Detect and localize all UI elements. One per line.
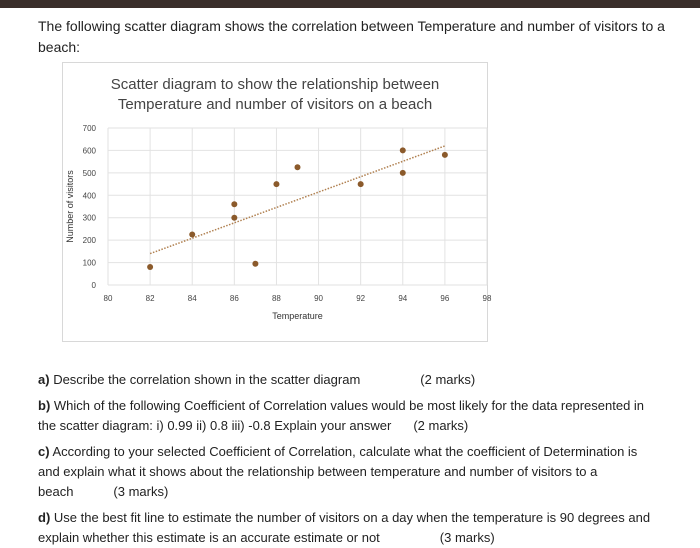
data-point [147, 264, 153, 270]
data-point [252, 261, 258, 267]
chart-svg [63, 63, 492, 341]
question-d [38, 508, 658, 548]
q-text: Which of the following Coefficient of Correlation values would be most likely for the data represented in the scatter diagram: i) 0.99 ii) 0.8 iii) -0.8 Explain your answer [38, 398, 645, 433]
x-tick-label: 92 [356, 294, 366, 303]
x-tick-label: 94 [398, 294, 408, 303]
data-point [400, 170, 406, 176]
x-tick-label: 82 [145, 294, 155, 303]
data-point [442, 152, 448, 158]
y-axis-label: Number of visitors [65, 170, 75, 243]
x-tick-label: 84 [187, 294, 197, 303]
data-point [189, 232, 195, 238]
data-point [273, 181, 279, 187]
top-bar [0, 0, 700, 8]
x-tick-label: 88 [271, 294, 281, 303]
q-marks: (3 marks) [113, 484, 169, 499]
scatter-chart [62, 62, 492, 342]
x-axis-label: Temperature [272, 311, 323, 321]
x-tick-label: 90 [314, 294, 324, 303]
q-marks: (2 marks) [413, 418, 469, 433]
q-text: Use the best fit line to estimate the number of visitors on a day when the temperature is 90 degrees and explain whether this estimate is an accurate estimate or not [38, 510, 651, 545]
y-tick-label: 0 [91, 281, 96, 290]
q-label: c) [38, 444, 50, 459]
question-b [38, 396, 658, 436]
data-point [295, 164, 301, 170]
y-tick-label: 600 [82, 146, 96, 156]
question-c [38, 442, 658, 502]
y-tick-label: 700 [82, 124, 96, 133]
y-tick-label: 400 [82, 191, 96, 201]
y-tick-label: 200 [82, 236, 96, 246]
x-tick-label: 80 [103, 294, 113, 303]
q-label: a) [38, 372, 50, 387]
q-marks: (2 marks) [420, 372, 476, 387]
question-a [38, 370, 658, 390]
intro-text: The following scatter diagram shows the correlation between Temperature and number of visitors to a beach: [38, 18, 665, 55]
data-point [231, 215, 237, 221]
y-tick-label: 500 [82, 168, 96, 178]
data-point [231, 201, 237, 207]
x-tick-label: 98 [482, 294, 492, 303]
y-tick-label: 300 [82, 213, 96, 223]
data-point [358, 181, 364, 187]
q-label: d) [38, 510, 51, 525]
y-tick-label: 100 [82, 258, 96, 268]
x-tick-label: 96 [440, 294, 450, 303]
chart-title-line1: Scatter diagram to show the relationship between [110, 76, 440, 93]
q-text: Describe the correlation shown in the scatter diagram [53, 372, 361, 387]
q-label: b) [38, 398, 51, 413]
q-marks: (3 marks) [439, 530, 495, 545]
data-point [400, 147, 406, 153]
q-text: According to your selected Coefficient of Correlation, calculate what the coefficient of Determination is and explain what it shows about the relationship between temperature and number of visitors to a beach [38, 444, 638, 499]
x-tick-label: 86 [229, 294, 239, 303]
chart-title-line2: Temperature and number of visitors on a beach [117, 96, 433, 113]
trendline [150, 146, 445, 254]
